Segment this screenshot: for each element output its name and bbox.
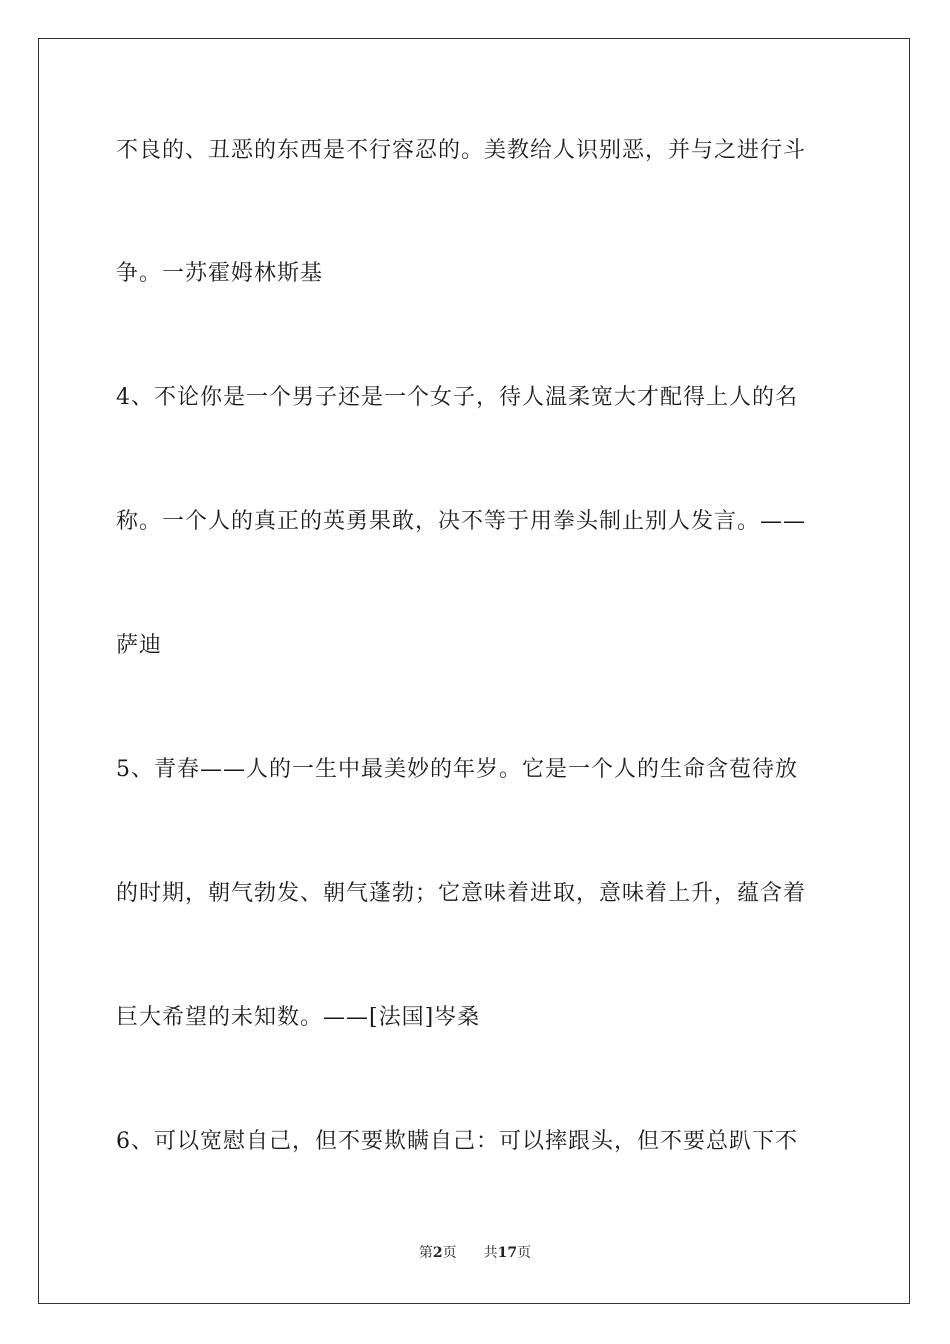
text-line: 5、青春——人的一生中最美妙的年岁。它是一个人的生命含苞待放: [116, 757, 798, 782]
text-line: 称。一个人的真正的英勇果敢，决不等于用拳头制止别人发言。——: [116, 509, 807, 534]
text-line: 6、可以宽慰自己，但不要欺瞒自己：可以摔跟头，但不要总趴下不: [116, 1129, 798, 1154]
total-suffix: 页: [517, 1245, 532, 1261]
text-line: 不良的、丑恶的东西是不行容忍的。美教给人识别恶，并与之进行斗: [116, 138, 807, 163]
page-prefix: 第: [418, 1245, 433, 1261]
page-suffix: 页: [442, 1245, 457, 1261]
text-line: 的时期，朝气勃发、朝气蓬勃；它意味着进取，意味着上升，蕴含着: [116, 881, 807, 906]
page-footer: [0, 1243, 950, 1263]
text-line: 争。一苏霍姆林斯基: [116, 261, 324, 286]
text-line: 4、不论你是一个男子还是一个女子，待人温柔宽大才配得上人的名: [116, 385, 798, 410]
page-border: [38, 38, 910, 1304]
page-number-label: [419, 1243, 457, 1263]
page-total-label: [484, 1243, 531, 1263]
page-total: 17: [497, 1245, 518, 1261]
page-current: 2: [432, 1245, 443, 1261]
text-line: 巨大希望的未知数。——[法国]岑桑: [116, 1005, 481, 1030]
total-prefix: 共: [483, 1245, 498, 1261]
text-line: 萨迪: [116, 633, 163, 658]
